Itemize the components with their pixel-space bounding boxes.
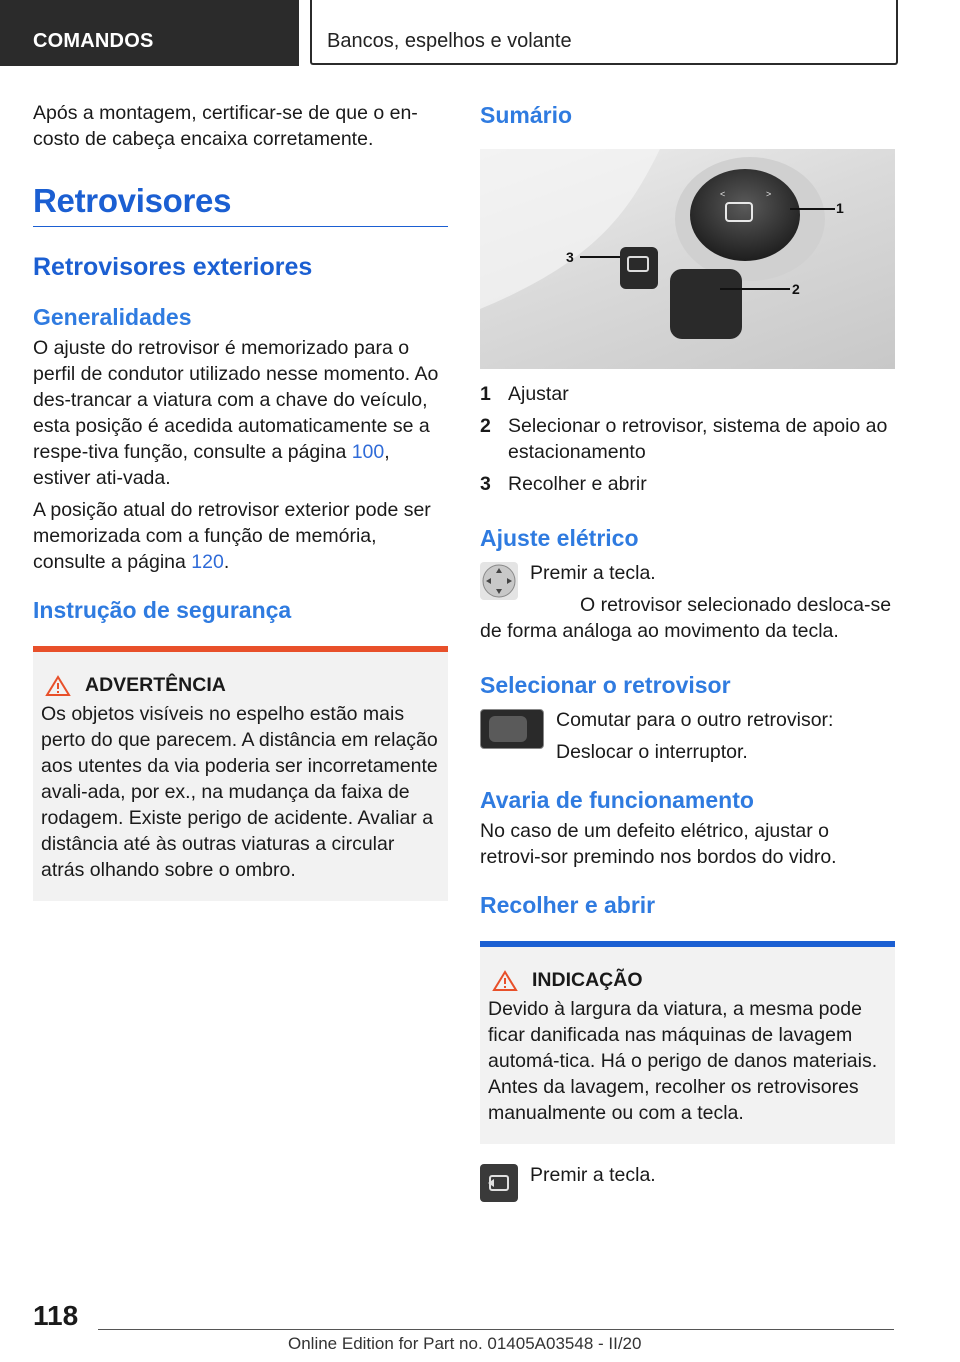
note-box [480,941,895,1144]
mirror-selector-switch-icon [480,709,544,749]
page-number: 118 [33,1300,79,1331]
callout-1: 1 [836,200,844,216]
edition-text: Online Edition for Part no. 01405A03548 - II/20 [288,1334,642,1353]
left-column [33,100,448,901]
chapter-title: Bancos, espelhos e volante [327,30,572,52]
fold-mirror-button-icon [480,1164,518,1202]
section-title: COMANDOS [33,30,154,52]
section-tab [0,0,299,66]
select-paragraph-2: Deslocar o interruptor. [556,741,748,763]
legend-item: 3 Recolher e abrir [480,473,647,495]
heading-select: Selecionar o retrovisor [480,672,731,698]
heading-electric: Ajuste elétrico [480,525,639,551]
right-column [480,100,895,1202]
warning-triangle-icon [492,970,518,992]
mirror-controls-photo [480,149,895,369]
mirror-controls-illustration [480,149,895,369]
heading-fold: Recolher e abrir [480,892,656,918]
page-link-100[interactable]: 100 [351,441,385,463]
fault-paragraph: No caso de um defeito elétrico, ajustar o retrovi-sor premindo nos bordos do vidro. [480,820,837,868]
warning-triangle-icon [45,675,71,697]
chapter-tab [310,0,898,65]
warning-title: ADVERTÊNCIA [85,674,226,696]
legend-item: 1 Ajustar [480,383,569,405]
legend-item: 2 Selecionar o retrovisor, sistema de apoio ao estacionamento [480,415,888,463]
warning-text: Os objetos visíveis no espelho estão mais perto do que parecem. A distância em relação aos utentes da via poderia ser incorretamente avali-ada, por ex., na mudança da faixa de rodagem. Existe perigo de acidente. Avaliar a distância até às outras viaturas a circular atrás olhando sobre o ombro. [41,703,438,881]
general-paragraph-2: A posição atual do retrovisor exterior pode ser memorizada com a função de memória, consulte a página 120. [33,499,431,573]
fold-paragraph: Premir a tecla. [530,1164,656,1186]
general-paragraph-1: O ajuste do retrovisor é memorizado para o perfil de condutor utilizado nesse momento. Ao des-trancar a viatura com a chave do veículo, esta posição é acedida automaticamente se a respe-tiva função, consulte a página 100, estiver ati-vada. [33,337,439,489]
electric-paragraph-1: Premir a tecla. [530,562,656,584]
section-heading-exterior: Retrovisores exteriores [33,253,313,281]
heading-summary: Sumário [480,102,573,128]
photo-legend [480,381,895,497]
heading-general: Generalidades [33,304,192,330]
electric-paragraph-2: O retrovisor selecionado desloca-se de forma análoga ao movimento da tecla. [480,594,892,642]
warning-box [33,646,448,901]
note-text: Devido à largura da viatura, a mesma pode ficar danificada nas máquinas de lavagem automá-tica. Há o perigo de danos materiais. Antes da lavagem, recolher os retrovisores manualmente ou com a tecla. [488,998,878,1124]
select-paragraph-1: Comutar para o outro retrovisor: [556,709,834,731]
footer-divider [98,1329,894,1330]
svg-text:>: > [766,189,772,199]
heading-safety: Instrução de segurança [33,597,292,623]
page-link-120[interactable]: 120 [191,551,224,573]
note-title: INDICAÇÃO [532,969,643,991]
heading-fault: Avaria de funcionamento [480,787,754,813]
callout-2: 2 [792,281,800,297]
intro-paragraph: Após a montagem, certificar-se de que o en-costo de cabeça encaixa corretamente. [33,102,418,150]
callout-3: 3 [566,249,574,265]
page-heading: Retrovisores [33,182,448,227]
direction-pad-icon [480,562,518,600]
svg-text:<: < [720,189,726,199]
